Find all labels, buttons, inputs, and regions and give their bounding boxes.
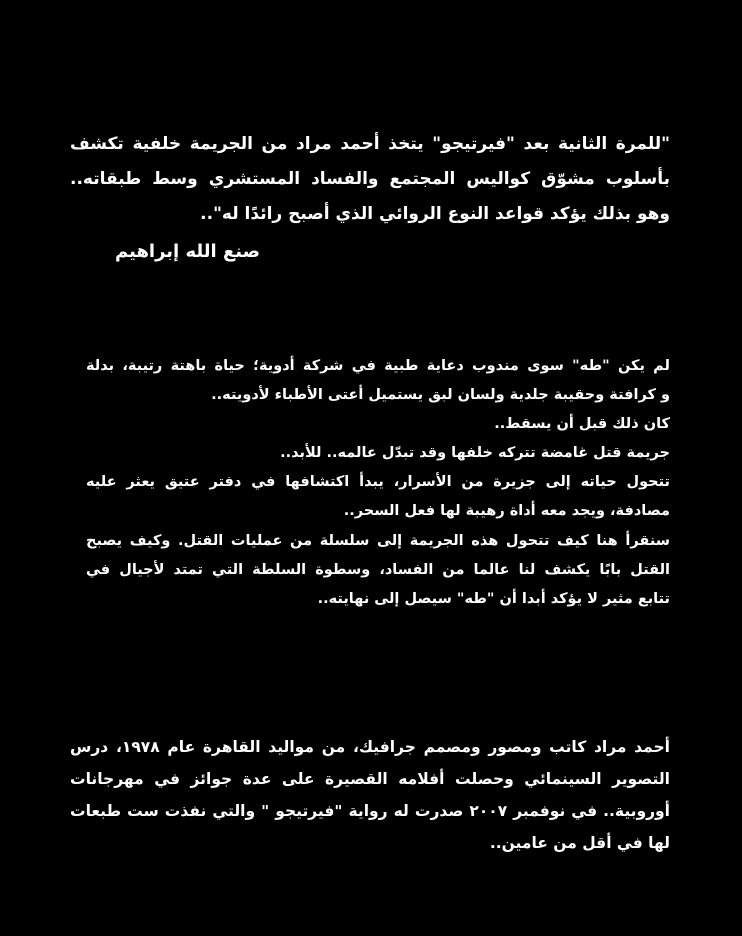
quote-line: وهو بذلك يؤكد قواعد النوع الروائي الذي أصبح رائدًا له".. xyxy=(200,204,670,224)
synopsis-line: القتل بابًا يكشف لنا عالما من الفساد، وسطوة السلطة التي تمتد لأجيال في xyxy=(86,561,670,578)
bio-line: لها في أقل من عامين.. xyxy=(489,834,670,852)
quote-line: بأسلوب مشوّق كواليس المجتمع والفساد المستشري وسط طبقاته.. xyxy=(70,169,670,189)
quote-block xyxy=(70,131,670,236)
synopsis-block xyxy=(86,354,670,616)
synopsis-line: و كرافتة وحقيبة جلدية ولسان لبق يستميل أعتى الأطباء لأدويته.. xyxy=(211,387,670,404)
synopsis-line: مصادفة، ويجد معه أداة رهيبة لها فعل السحر.. xyxy=(343,503,670,520)
bio-line: أحمد مراد كاتب ومصور ومصمم جرافيك، من مواليد القاهرة عام ١٩٧٨، درس xyxy=(70,738,670,756)
synopsis-line: تتابع مثير لا يؤكد أبدا أن "طه" سيصل إلى نهايته.. xyxy=(317,590,670,607)
synopsis-line: سنقرأ هنا كيف تتحول هذه الجريمة إلى سلسلة من عمليات القتل. وكيف يصبح xyxy=(86,532,670,549)
bio-line: أوروبية.. في نوفمبر ٢٠٠٧ صدرت له رواية "فيرتيجو " والتي نفذت ست طبعات xyxy=(70,802,670,820)
synopsis-line: لم يكن "طه" سوى مندوب دعاية طبية في شركة أدوية؛ حياة باهتة رتيبة، بدلة xyxy=(86,358,670,374)
synopsis-line: كان ذلك قبل أن يسقط.. xyxy=(494,416,670,433)
synopsis-line: تتحول حياته إلى جزيرة من الأسرار، يبدأ اكتشافها في دفتر عتيق يعثر عليه xyxy=(86,474,670,491)
synopsis-line: جريمة قتل غامضة تتركه خلفها وقد تبدّل عالمه.. للأبد.. xyxy=(280,445,670,462)
quote-author: صنع الله إبراهيم xyxy=(114,241,260,262)
quote-line: "للمرة الثانية بعد "فيرتيجو" يتخذ أحمد مراد من الجريمة خلفية تكشف xyxy=(70,134,670,154)
bio-line: التصوير السينمائي وحصلت أفلامه القصيرة على عدة جوائز في مهرجانات xyxy=(70,770,670,788)
author-bio-block xyxy=(70,734,670,862)
